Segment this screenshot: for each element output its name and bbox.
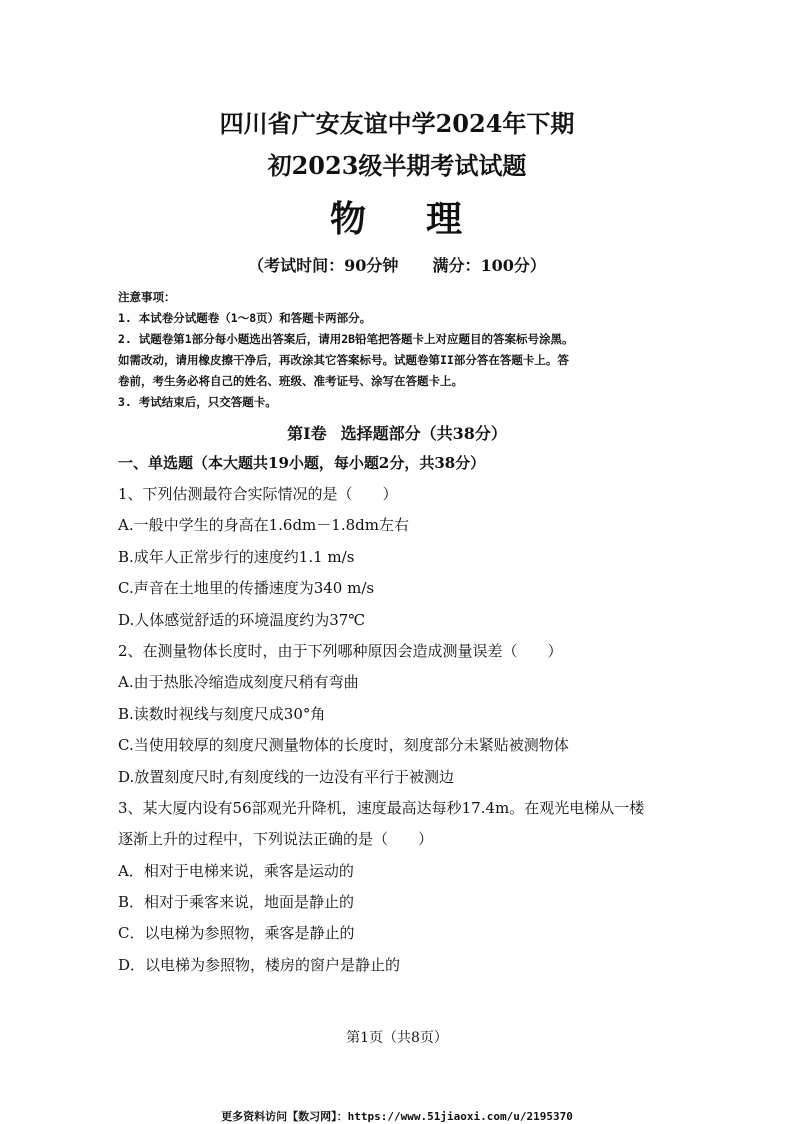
option: C.当使用较厚的刻度尺测量物体的长度时，刻度部分未紧贴被测物体 bbox=[118, 736, 569, 755]
option: D．以电梯为参照物，楼房的窗户是静止的 bbox=[118, 955, 401, 974]
subject-title bbox=[0, 191, 794, 242]
page-number: 第1页（共8页） bbox=[346, 1030, 448, 1046]
section-desc: 选择题部分（共38分） bbox=[340, 424, 507, 443]
subject-char-1: 物 bbox=[329, 198, 368, 240]
full-score: 满分：100分） bbox=[432, 256, 546, 275]
exam-info bbox=[0, 253, 794, 276]
option: C.声音在土地里的传播速度为340 m/s bbox=[118, 579, 375, 598]
notice-line: 3. 考试结束后，只交答题卡。 bbox=[118, 395, 277, 409]
option: C．以电梯为参照物，乘客是静止的 bbox=[118, 924, 355, 943]
question-stem: 3、某大厦内设有56部观光升降机，速度最高达每秒17.4m。在观光电梯从一楼 bbox=[118, 798, 645, 817]
part-title: 一、单选题（本大题共19小题，每小题2分，共38分） bbox=[118, 454, 486, 472]
option: A．相对于电梯来说，乘客是运动的 bbox=[118, 861, 354, 880]
question-stem-cont: 逐渐上升的过程中，下列说法正确的是（ ） bbox=[118, 830, 434, 849]
option: B.读数时视线与刻度尺成30°角 bbox=[118, 704, 326, 723]
option: A.一般中学生的身高在1.6dm－1.8dm左右 bbox=[118, 516, 409, 535]
notice-line: 1. 本试卷分试题卷（1～8页）和答题卡两部分。 bbox=[118, 311, 372, 325]
subject-char-2: 理 bbox=[426, 198, 465, 240]
option: D.人体感觉舒适的环境温度约为37℃ bbox=[118, 610, 366, 629]
exam-time: （考试时间：90分钟 bbox=[248, 256, 399, 275]
exam-title: 初2023级半期考试试题 bbox=[267, 151, 527, 180]
notice-line: 2. 试题卷第1部分每小题选出答案后，请用2B铅笔把答题卡上对应题目的答案标号涂黑。 bbox=[118, 332, 574, 346]
section-title bbox=[0, 421, 794, 444]
question-stem: 1、下列估测最符合实际情况的是（ ） bbox=[118, 485, 398, 503]
option: A.由于热胀冷缩造成刻度尺稍有弯曲 bbox=[118, 673, 359, 692]
option: B．相对于乘客来说，地面是静止的 bbox=[118, 893, 355, 912]
notice-block bbox=[118, 287, 683, 413]
notice-line: 如需改动，请用橡皮擦干净后，再改涂其它答案标号。试题卷第II部分答在答题卡上。答 bbox=[118, 353, 569, 367]
notice-line: 卷前，考生务必将自己的姓名、班级、准考证号、涂写在答题卡上。 bbox=[118, 374, 463, 388]
option: B.成年人正常步行的速度约1.1 m/s bbox=[118, 547, 355, 566]
website-link[interactable]: 更多资料访问【数习网】：https://www.51jiaoxi.com/u/2195370 bbox=[221, 1110, 573, 1123]
option: D.放置刻度尺时,有刻度线的一边没有平行于被测边 bbox=[118, 767, 455, 786]
question-stem: 2、在测量物体长度时，由于下列哪种原因会造成测量误差（ ） bbox=[118, 641, 563, 660]
notice-title: 注意事项： bbox=[118, 290, 176, 304]
school-title: 四川省广安友谊中学2024年下期 bbox=[219, 109, 575, 138]
question-list bbox=[118, 479, 683, 981]
section-label: 第Ⅰ卷 bbox=[287, 424, 327, 443]
